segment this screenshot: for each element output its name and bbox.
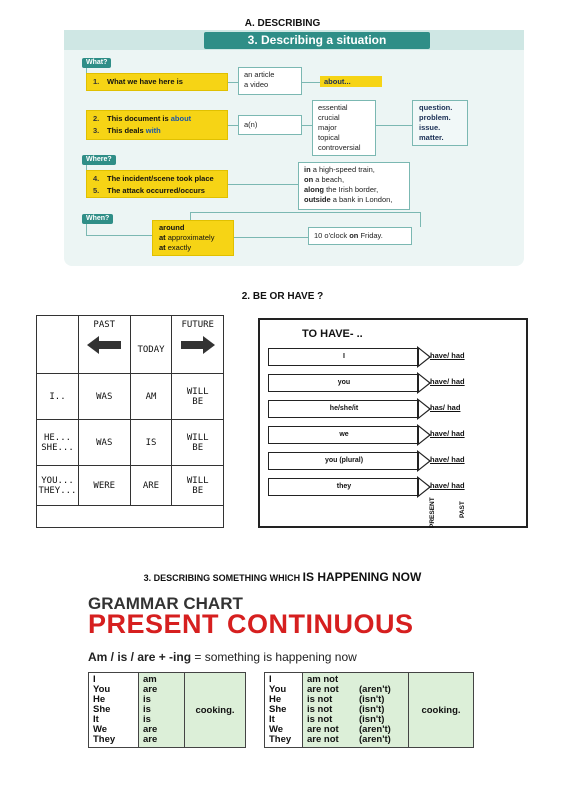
adjectives-box: essential crucial major topical controversial [312, 100, 376, 156]
have-row: you (plural) [268, 452, 420, 470]
tense-row: I.. WAS AM WILL BE [37, 374, 224, 420]
be-tense-table [36, 315, 224, 528]
have-value: have/ had [430, 351, 465, 360]
have-row: I [268, 348, 420, 366]
to-have-title: TO HAVE- .. [302, 328, 363, 340]
nouns-box: question. problem. issue. matter. [412, 100, 468, 146]
negative-table: I You He She It We They am not are not (aren't) is not (isn't) is not (isn't) is not (isn't) are not (aren't) are not (aren't) cooking. [264, 672, 474, 748]
have-row: we [268, 426, 420, 444]
have-value: have/ had [430, 377, 465, 386]
present-continuous-title: PRESENT CONTINUOUS [88, 609, 414, 639]
future-cell: FUTURE [172, 316, 224, 374]
arrow-left-icon [87, 336, 121, 354]
arrow-right-icon [417, 346, 431, 368]
heading-happening-now: 3. DESCRIBING SOMETHING WHICH IS HAPPENING NOW [143, 570, 422, 584]
tense-row: YOU... THEY... WERE ARE WILL BE [37, 466, 224, 506]
verb-cell: cooking. [409, 673, 474, 748]
formula-line: Am / is / are + -ing = something is happening now [88, 650, 357, 664]
verb-cell: cooking. [185, 673, 246, 748]
time-box: 10 o'clock on Friday. [308, 227, 412, 245]
arrow-right-icon [417, 398, 431, 420]
have-value: have/ had [430, 455, 465, 464]
what-row-1: 1. What we have here is [86, 73, 228, 91]
have-value: has/ had [430, 403, 461, 412]
tag-when: When? [82, 214, 113, 224]
what-rows-2-3: 2. This document is about 3. This deals with [86, 110, 228, 140]
arrow-right-icon [417, 424, 431, 446]
present-label: PRESENT [429, 497, 436, 528]
arrow-right-icon [417, 476, 431, 498]
describing-banner: 3. Describing a situation [204, 32, 430, 49]
past-cell: PAST [79, 316, 131, 374]
tense-row: HE... SHE... WAS IS WILL BE [37, 420, 224, 466]
today-cell: TODAY [130, 316, 172, 374]
have-row: they [268, 478, 420, 496]
tag-where: Where? [82, 155, 116, 165]
have-row: he/she/it [268, 400, 420, 418]
affirmative-table: I You He She It We They am are is is is are are cooking. [88, 672, 246, 748]
article-options-box: an article a video [238, 67, 302, 95]
describing-situation-panel [64, 30, 524, 266]
grammar-chart-title: GRAMMAR CHART [88, 594, 243, 613]
where-rows: 4. The incident/scene took place 5. The attack occurred/occurs [86, 170, 228, 198]
places-box: in a high-speed train, on a beach, along the Irish border, outside a bank in London, [298, 162, 410, 210]
past-label: PAST [459, 501, 466, 518]
arrow-right-icon [181, 336, 215, 354]
arrow-right-icon [417, 372, 431, 394]
have-value: have/ had [430, 481, 465, 490]
have-row: you [268, 374, 420, 392]
heading-describing: A. DESCRIBING [244, 18, 321, 29]
a-an-box: a(n) [238, 115, 302, 135]
when-box: around at approximately at exactly [152, 220, 234, 256]
heading-be-or-have: 2. BE OR HAVE ? [241, 291, 324, 302]
arrow-right-icon [417, 450, 431, 472]
about-label: about... [320, 76, 382, 87]
to-have-box [258, 318, 528, 528]
tag-what: What? [82, 58, 111, 68]
have-value: have/ had [430, 429, 465, 438]
